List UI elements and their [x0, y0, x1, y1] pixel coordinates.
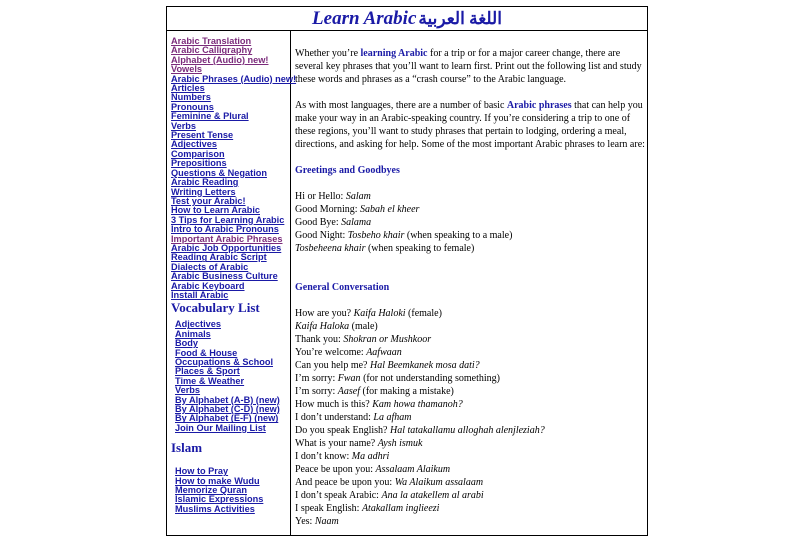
vocab-link-food-house[interactable]: Food & House [175, 347, 238, 358]
intro-paragraph: Whether you’re learning Arabic for a trip or for a major career change, there are several key phrases that you’ll want to learn first. Print out the following list and study these words and phrases as a “crash course” to the Arabic language. [295, 48, 642, 85]
phrase-line: You’re welcome: Aafwaan [295, 347, 402, 358]
page-header [167, 7, 647, 31]
arabic-phrase: Kaifa Haloka [295, 321, 350, 332]
vocab-link-places-sport[interactable]: Places & Sport [175, 366, 240, 377]
arabic-phrase: Hal Beemkanek mosa dati? [369, 360, 480, 371]
arabic-phrase: Kaifa Haloki [353, 308, 406, 319]
sidebar-link-pronouns[interactable]: Pronouns [171, 101, 214, 112]
islam-link-muslims-activities[interactable]: Muslims Activities [175, 503, 255, 514]
phrase-line: What is your name? Aysh ismuk [295, 438, 423, 449]
vocab-link-adjectives[interactable]: Adjectives [175, 319, 221, 330]
arabic-phrase: Sabah el kheer [360, 204, 420, 215]
sidebar-link-arabic-keyboard[interactable]: Arabic Keyboard [171, 280, 245, 291]
page-frame [166, 6, 648, 536]
arabic-phrase: Shokran or Mushkoor [343, 334, 432, 345]
phrase-line: Peace be upon you: Assalaam Alaikum [295, 464, 451, 475]
sidebar-link-writing-letters[interactable]: Writing Letters [171, 186, 236, 197]
sidebar-link-arabic-reading[interactable]: Arabic Reading [171, 177, 239, 188]
phrase-line: I don’t speak Arabic: Ana la atakellem al arabi [295, 490, 484, 501]
sidebar-link-intro-to-arabic-pronouns[interactable]: Intro to Arabic Pronouns [171, 224, 279, 235]
sidebar-link-vowels[interactable]: Vowels [171, 64, 202, 75]
arabic-phrase: Kam howa thamanoh? [372, 399, 463, 410]
page-title: Learn Arabic [312, 8, 417, 29]
sidebar-link-verbs[interactable]: Verbs [171, 120, 197, 131]
vocab-link-time-weather[interactable]: Time & Weather [175, 375, 245, 386]
phrase-line: Good Bye: Salama [295, 217, 372, 228]
sidebar-link-feminine-plural[interactable]: Feminine & Plural [171, 111, 249, 122]
arabic-phrase: Salama [341, 217, 372, 228]
vocabulary-heading: Vocabulary List [171, 300, 260, 316]
phrase-line: I don’t understand: La afham [295, 412, 412, 423]
phrases-paragraph: As with most languages, there are a number of basic Arabic phrases that can help you make your way in an Arabic-speaking country. If you’re considering a trip to one of these regions, you’ll want to study phrases that pertain to lodging, ordering a meal, directions, and asking for help. Some of the most important Arabic phrases to learn are: [295, 100, 645, 150]
sidebar-link-prepositions[interactable]: Prepositions [171, 158, 227, 169]
learning-arabic-link[interactable]: learning Arabic [360, 48, 428, 59]
islam-link-how-to-make-wudu[interactable]: How to make Wudu [175, 475, 260, 486]
phrase-line: Hi or Hello: Salam [295, 191, 371, 202]
phrase-line: How much is this? Kam howa thamanoh? [295, 399, 463, 410]
sidebar-main-links [171, 36, 297, 300]
arabic-phrase: Fwan [337, 373, 361, 384]
phrase-line: I don’t know: Ma adhri [295, 451, 390, 462]
sidebar-link-adjectives[interactable]: Adjectives [171, 139, 217, 150]
sidebar-link-alphabet-audio-new[interactable]: Alphabet (Audio) new! [171, 54, 269, 65]
phrase-line: Do you speak English? Hal tatakallamu alloghah alenjleziah? [295, 425, 545, 436]
arabic-phrase: Aasef [337, 386, 360, 397]
vocab-link-by-alphabet-e-f-new[interactable]: By Alphabet (E-F) (new) [175, 413, 279, 424]
islam-link-islamic-expressions[interactable]: Islamic Expressions [175, 494, 264, 505]
conversation-heading: General Conversation [295, 282, 390, 293]
arabic-phrase: Ana la atakellem al arabi [381, 490, 484, 501]
sidebar-link-arabic-translation[interactable]: Arabic Translation [171, 36, 252, 46]
islam-heading: Islam [171, 440, 203, 456]
arabic-phrase: Tosbeho khair [347, 230, 405, 241]
arabic-phrase: Assalaam Alaikum [375, 464, 451, 475]
vocab-link-verbs[interactable]: Verbs [175, 385, 201, 396]
phrase-line: Yes: Naam [295, 516, 339, 527]
phrase-line: Can you help me? Hal Beemkanek mosa dati? [295, 360, 480, 371]
arabic-phrase: Aysh ismuk [377, 438, 423, 449]
vocab-link-join-our-mailing-list[interactable]: Join Our Mailing List [175, 422, 266, 433]
islam-links [171, 467, 290, 514]
arabic-phrase: Tosbeheena khair [295, 243, 366, 254]
sidebar-link-arabic-calligraphy[interactable]: Arabic Calligraphy [171, 45, 253, 56]
phrase-line: Kaifa Haloka (male) [295, 321, 378, 332]
vocab-link-by-alphabet-a-b-new[interactable]: By Alphabet (A-B) (new) [175, 394, 280, 405]
sidebar-link-install-arabic[interactable]: Install Arabic [171, 289, 229, 300]
arabic-phrases-link[interactable]: Arabic phrases [506, 100, 572, 111]
islam-link-memorize-quran[interactable]: Memorize Quran [175, 485, 247, 496]
greetings-heading: Greetings and Goodbyes [295, 165, 400, 176]
phrase-line: And peace be upon you: Wa Alaikum assalaam [295, 477, 484, 488]
phrase-line: Good Night: Tosbeho khair (when speaking to a male) [295, 230, 513, 241]
sidebar-link-how-to-learn-arabic[interactable]: How to Learn Arabic [171, 205, 260, 216]
arabic-phrase: Wa Alaikum assalaam [394, 477, 484, 488]
phrase-line: I’m sorry: Aasef (for making a mistake) [295, 386, 454, 397]
vocab-link-occupations-school[interactable]: Occupations & School [175, 357, 274, 367]
sidebar-link-dialects-of-arabic[interactable]: Dialects of Arabic [171, 261, 249, 272]
greetings-list [295, 190, 647, 255]
sidebar-link-present-tense[interactable]: Present Tense [171, 130, 234, 141]
sidebar-link-reading-arabic-script[interactable]: Reading Arabic Script [171, 252, 267, 263]
vocab-link-body[interactable]: Body [175, 338, 198, 349]
arabic-phrase: Ma adhri [351, 451, 390, 462]
phrase-line: Thank you: Shokran or Mushkoor [295, 334, 432, 345]
islam-link-how-to-pray[interactable]: How to Pray [175, 466, 229, 477]
arabic-phrase: Aafwaan [366, 347, 402, 358]
phrase-line: How are you? Kaifa Haloki (female) [295, 308, 442, 319]
sidebar-link-arabic-phrases-audio-new[interactable]: Arabic Phrases (Audio) new! [171, 73, 297, 84]
sidebar-link-test-your-arabic[interactable]: Test your Arabic! [171, 195, 246, 206]
sidebar-link-questions-negation[interactable]: Questions & Negation [171, 167, 267, 178]
sidebar-link-numbers[interactable]: Numbers [171, 92, 211, 103]
arabic-phrase: Naam [314, 516, 339, 527]
page-title-arabic: اللغة العربية [418, 9, 502, 28]
sidebar-link-comparison[interactable]: Comparison [171, 148, 225, 159]
main-content [295, 31, 647, 535]
arabic-phrase: La afham [373, 412, 412, 423]
phrase-line: I speak English: Atakallam inglieezi [295, 503, 440, 514]
sidebar-link-articles[interactable]: Articles [171, 83, 205, 94]
arabic-phrase: Salam [345, 191, 371, 202]
phrase-line: Tosbeheena khair (when speaking to female) [295, 243, 475, 254]
sidebar-link-arabic-business-culture[interactable]: Arabic Business Culture [171, 271, 278, 282]
vocabulary-links [171, 320, 290, 433]
sidebar [167, 31, 297, 535]
sidebar-link-arabic-job-opportunities[interactable]: Arabic Job Opportunities [171, 242, 282, 253]
conversation-list [295, 307, 647, 528]
arabic-phrase: Atakallam inglieezi [361, 503, 440, 514]
phrase-line: Good Morning: Sabah el kheer [295, 204, 420, 215]
arabic-phrase: Hal tatakallamu alloghah alenjleziah? [390, 425, 545, 436]
sidebar-link-3-tips-for-learning-arabic[interactable]: 3 Tips for Learning Arabic [171, 214, 285, 225]
sidebar-link-important-arabic-phrases[interactable]: Important Arabic Phrases [171, 233, 283, 244]
vocab-link-animals[interactable]: Animals [175, 328, 211, 339]
phrase-line: I’m sorry: Fwan (for not understanding something) [295, 373, 500, 384]
vocab-link-by-alphabet-c-d-new[interactable]: By Alphabet (C-D) (new) [175, 404, 280, 415]
